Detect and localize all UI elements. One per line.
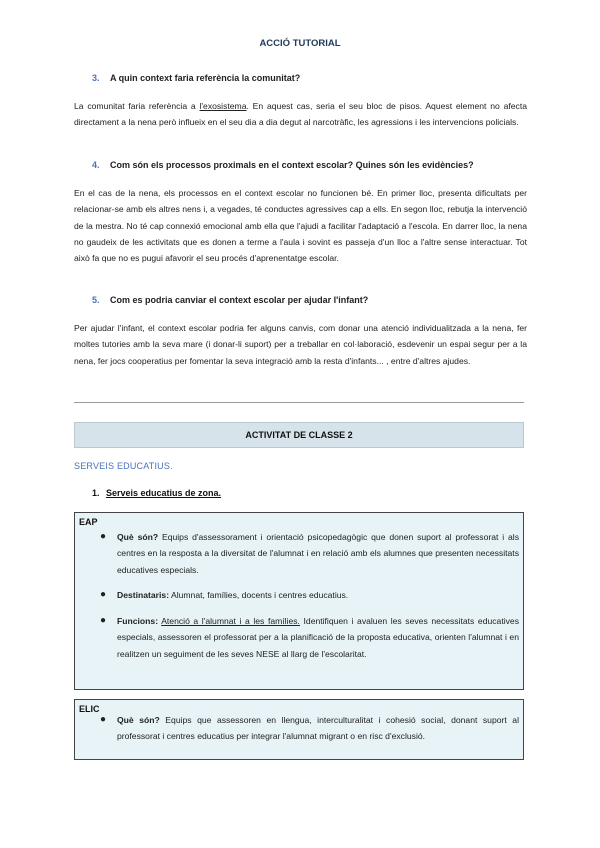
funcions-label: Funcions: <box>117 616 159 626</box>
destinataris-label: Destinataris: <box>117 590 170 600</box>
subsection-label: Serveis educatius de zona. <box>106 488 222 498</box>
que-son-label: Què són? <box>117 532 159 542</box>
question-3 <box>92 73 300 83</box>
eap-box <box>74 512 524 690</box>
elic-que-son <box>100 712 519 745</box>
question-number: 4. <box>92 160 100 170</box>
answer-3 <box>74 98 527 131</box>
section-heading: SERVEIS EDUCATIUS. <box>74 461 173 471</box>
answer-text: . En aquest cas, seria el seu bloc de pisos. Aquest element no afecta directament a la nena però influeix en el seu dia a dia degut al narcotràfic, les agressions i les intervencions policials. <box>74 101 527 128</box>
funcions-underlined: Atenció a l'alumnat i a les famílies. <box>161 616 300 626</box>
eap-label: EAP <box>79 517 98 527</box>
exosistema-term: l'exosistema <box>199 101 247 111</box>
que-son-text: Equips que assessoren en llengua, interculturalitat i cohesió social, donant suport al professorat i centres educatius per integrar l'alumnat migrant o en risc d'exclusió. <box>117 715 519 742</box>
divider <box>74 402 524 403</box>
bullet-icon: ● <box>100 531 107 542</box>
elic-box <box>74 699 524 760</box>
eap-funcions <box>100 613 519 662</box>
page-title: ACCIÓ TUTORIAL <box>259 38 341 49</box>
question-5 <box>92 295 368 305</box>
destinataris-text: Alumnat, famílies, docents i centres educatius. <box>169 590 349 600</box>
question-text: Com es podria canviar el context escolar per ajudar l'infant? <box>110 295 369 305</box>
question-number: 5. <box>92 295 100 305</box>
answer-5: Per ajudar l'infant, el context escolar podria fer alguns canvis, com donar una atenció individualitzada a la nena, fer moltes tutories amb la seva mare (i donar-li suport) per a treballar en col·laboració, esdevenir un espai segur per a la nena, fer jocs cooperatius per fomentar la seva integració amb la resta d'infants... , entre d'altres ajudes. <box>74 323 527 366</box>
question-number: 3. <box>92 73 100 83</box>
que-son-text: Equips d'assessorament i orientació psicopedagògic que donen suport al professorat i als centres en la resposta a la diversitat de l'alumnat i en relació amb els alumnes que presenten necessitats educatives especials. <box>117 532 519 575</box>
question-text: Com són els processos proximals en el context escolar? Quines són les evidències? <box>110 160 474 170</box>
question-4 <box>92 160 474 170</box>
bullet-icon: ● <box>100 714 107 725</box>
eap-destinataris <box>100 587 519 603</box>
bullet-icon: ● <box>100 589 107 600</box>
elic-label: ELIC <box>79 704 100 714</box>
bullet-icon: ● <box>100 615 107 626</box>
eap-que-son <box>100 529 519 578</box>
activity-banner: ACTIVITAT DE CLASSE 2 <box>74 422 524 448</box>
question-text: A quin context faria referència la comunitat? <box>110 73 301 83</box>
answer-4: En el cas de la nena, els processos en el context escolar no funcionen bé. En primer lloc, presenta dificultats per relacionar-se amb els altres nens i, a vegades, té conductes agressives cap a ells. En segon lloc, rebutja la intervenció de la mestra. No té cap connexió emocional amb ella que l'ajudi a facilitar l'adaptació a l'escola. En darrer lloc, la nena no gaudeix de les activitats que es donen a terme a l'aula i sovint es passeja d'un lloc a l'altre sense interactuar. Tot això fa que no es pugui afavorir el seu procés d'aprenentatge escolar. <box>74 188 527 264</box>
funcions-text: Identifiquen i avaluen les seves necessitats educatives especials, assessoren el professorat per a la planificació de la proposta educativa, orienten l'alumnat i en realitzen un seguiment de les seves NESE al llarg de l'escolaritat. <box>117 616 519 659</box>
subsection-number: 1. <box>92 488 100 498</box>
que-son-label: Què són? <box>117 715 160 725</box>
answer-text: La comunitat faria referència a <box>74 101 200 111</box>
subsection-heading <box>92 488 221 498</box>
